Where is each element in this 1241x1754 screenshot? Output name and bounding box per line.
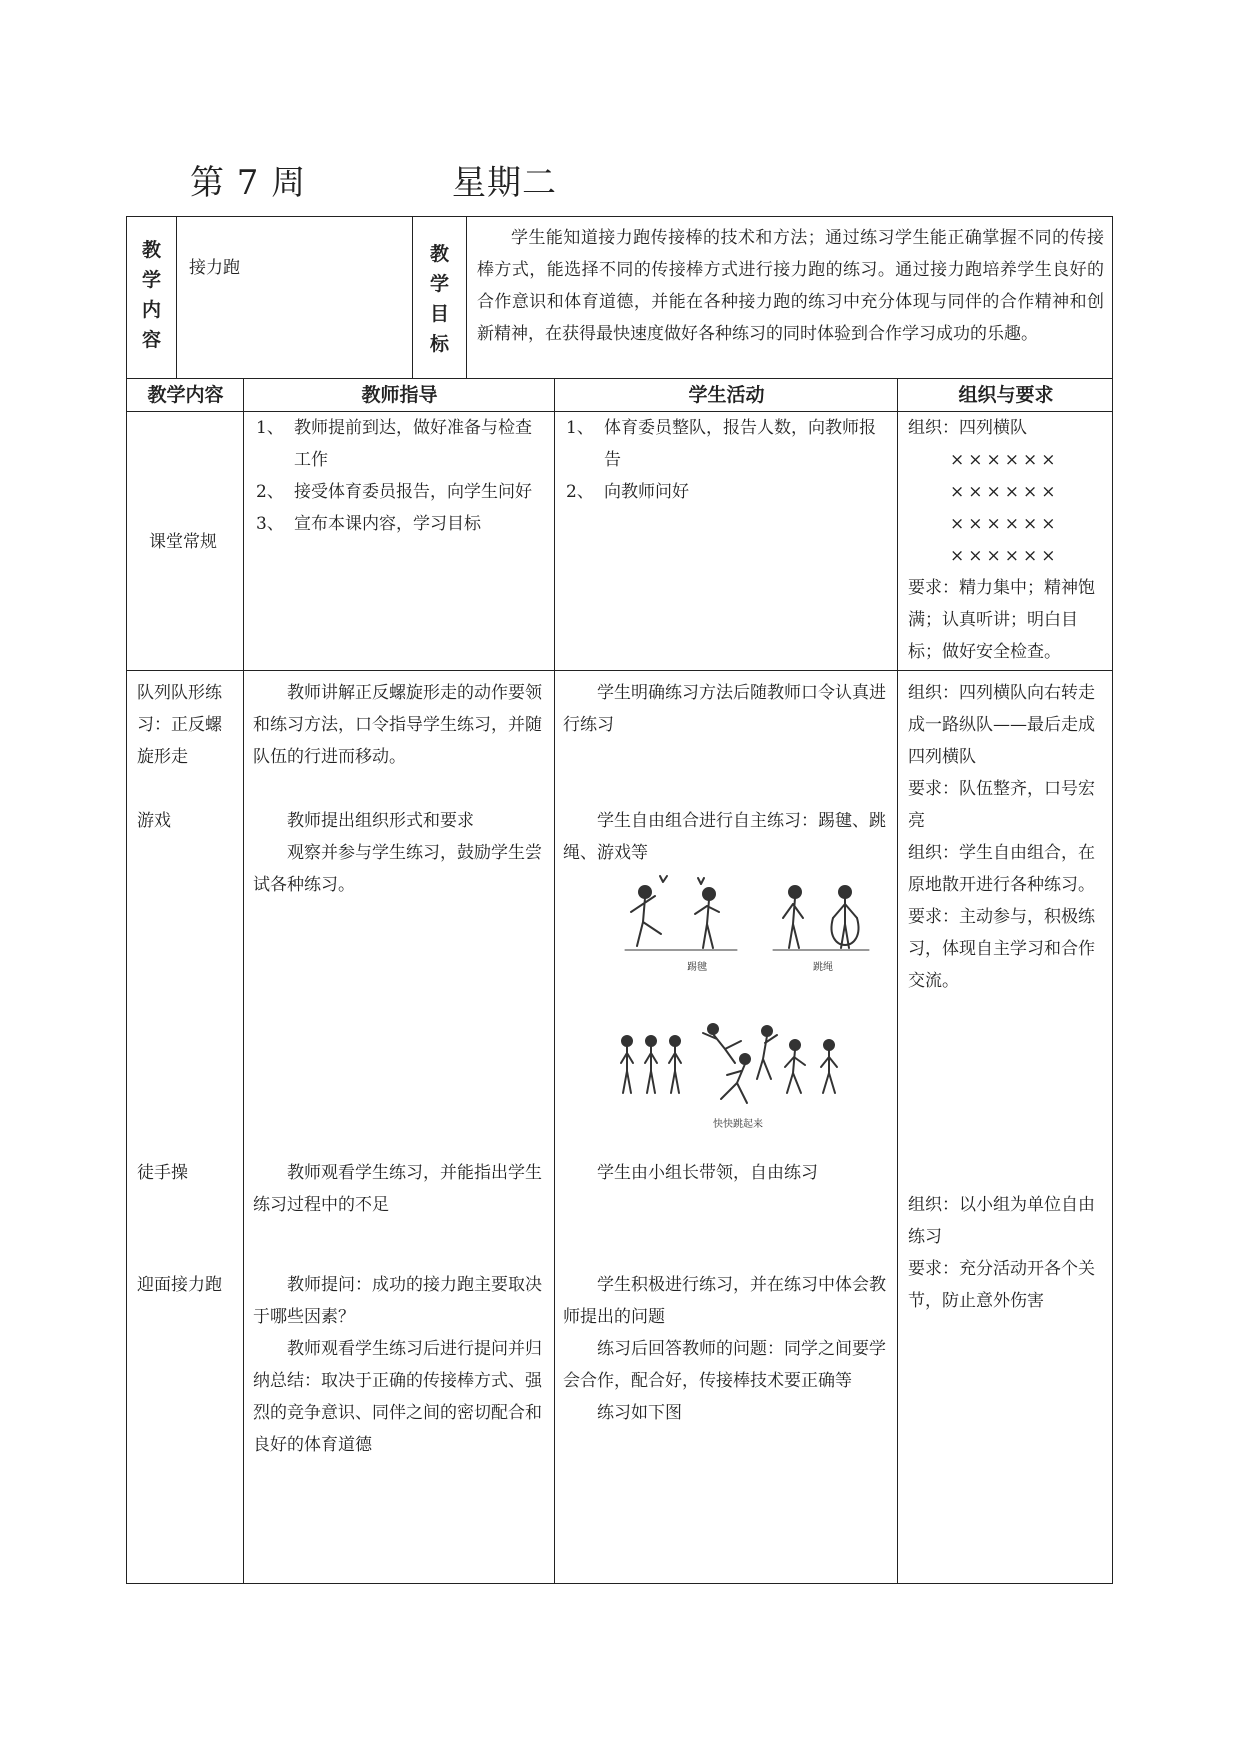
teacher-relay-text: 教师观看学生练习后进行提问并归纳总结：取决于正确的传接棒方式、强烈的竞争意识、同伴之间的密切配合和良好的体育道德 bbox=[253, 1339, 542, 1455]
fig1-caption-right: 跳绳 bbox=[813, 962, 833, 973]
goal-text-cell bbox=[467, 217, 1112, 378]
formation-row: ×××××× bbox=[950, 514, 1060, 534]
column-divider bbox=[554, 379, 555, 1583]
goal-label-cell bbox=[413, 217, 467, 378]
student-exercise bbox=[563, 1157, 889, 1189]
student-drill bbox=[563, 677, 889, 741]
jumping-game-illustration bbox=[617, 1019, 877, 1139]
section-game-label: 游戏 bbox=[137, 811, 171, 831]
org-text: 要求：队伍整齐，口号宏亮 bbox=[908, 779, 1095, 831]
org-text: 组织：四列横队向右转走成一路纵队——最后走成四列横队 bbox=[908, 683, 1095, 767]
routine-teacher-list bbox=[256, 412, 542, 540]
organization-exercise bbox=[908, 1189, 1104, 1317]
teacher-drill-text: 教师讲解正反螺旋形走的动作要领和练习方法，口令指导学生练习，并随队伍的行进而移动。 bbox=[253, 683, 542, 767]
student-exercise-text: 学生由小组长带领，自由练习 bbox=[597, 1163, 818, 1183]
weekday-label: 星期二 bbox=[452, 163, 557, 203]
student-relay-text: 练习后回答教师的问题：同学之间要学会合作，配合好，传接棒技术要正确等 bbox=[563, 1339, 886, 1391]
teacher-exercise bbox=[253, 1157, 545, 1221]
fig1-caption-left: 踢毽 bbox=[687, 962, 707, 973]
header-organization: 组织与要求 bbox=[958, 384, 1054, 406]
table-header-row bbox=[127, 379, 1112, 412]
fig2-caption: 快快跳起来 bbox=[713, 1119, 763, 1130]
formation-row: ×××××× bbox=[950, 546, 1060, 566]
student-game-text: 学生自由组合进行自主练习：踢毽、跳绳、游戏等 bbox=[563, 811, 886, 863]
section-routine-label: 课堂常规 bbox=[149, 532, 217, 552]
list-item: 2、 接受体育委员报告，向学生问好 bbox=[256, 482, 532, 502]
org-text: 组织：以小组为单位自由练习 bbox=[908, 1195, 1095, 1247]
week-label: 第 7 周 bbox=[190, 163, 307, 203]
header-teacher: 教师指导 bbox=[361, 384, 438, 406]
org-requirement: 要求：精力集中；精神饱满；认真听讲；明白目标；做好安全检查。 bbox=[908, 578, 1095, 662]
teacher-exercise-text: 教师观看学生练习，并能指出学生练习过程中的不足 bbox=[253, 1163, 542, 1215]
content-label: 教 学 内 容 bbox=[141, 239, 161, 351]
goal-label: 教 学 目 标 bbox=[429, 243, 449, 355]
teacher-game-text: 观察并参与学生练习，鼓励学生尝试各种练习。 bbox=[253, 843, 542, 895]
org-text: 要求：主动参与，积极练习，体现自主学习和合作交流。 bbox=[908, 907, 1095, 991]
teacher-relay-text: 教师提问：成功的接力跑主要取决于哪些因素？ bbox=[253, 1275, 542, 1327]
formation-row: ×××××× bbox=[950, 482, 1060, 502]
student-relay bbox=[563, 1269, 889, 1429]
column-divider bbox=[897, 379, 898, 1583]
lesson-goal: 学生能知道接力跑传接棒的技术和方法；通过练习学生能正确掌握不同的传接棒方式，能选择不同的传接棒方式进行接力跑的练习。通过接力跑培养学生良好的合作意识和体育道德，并能在各种接力跑的练习中充分体现与同伴的合作精神和创新精神，在获得最快速度做好各种练习的同时体验到合作学习成功的乐趣。 bbox=[477, 228, 1104, 344]
routine-organization bbox=[908, 412, 1104, 668]
header-student: 学生活动 bbox=[688, 384, 765, 406]
list-item: 1、 教师提前到达，做好准备与检查工作 bbox=[256, 418, 532, 470]
teacher-relay bbox=[253, 1269, 545, 1461]
lesson-info-table bbox=[126, 216, 1113, 379]
student-drill-text: 学生明确练习方法后随教师口令认真进行练习 bbox=[563, 683, 886, 735]
list-item: 3、 宣布本课内容，学习目标 bbox=[256, 514, 481, 534]
organization-drill bbox=[908, 677, 1104, 997]
lesson-plan-table bbox=[126, 379, 1113, 1584]
row-divider bbox=[127, 670, 1112, 671]
teacher-game bbox=[253, 805, 545, 901]
shuttlecock-rope-illustration bbox=[617, 874, 877, 984]
formation-row: ×××××× bbox=[950, 450, 1060, 470]
section-exercise-label: 徒手操 bbox=[137, 1163, 188, 1183]
content-value-cell bbox=[177, 217, 413, 378]
content-label-cell bbox=[127, 217, 177, 378]
list-item: 1、 体育委员整队，报告人数，向教师报告 bbox=[566, 418, 876, 470]
list-item: 2、 向教师问好 bbox=[566, 482, 689, 502]
routine-student-list bbox=[566, 412, 886, 508]
teacher-guidance bbox=[253, 677, 545, 773]
org-text: 要求：充分活动开各个关节，防止意外伤害 bbox=[908, 1259, 1095, 1311]
org-title: 组织：四列横队 bbox=[908, 418, 1027, 438]
section-drill-label: 队列队形练习：正反螺旋形走 bbox=[137, 683, 222, 767]
column-divider bbox=[243, 379, 244, 1583]
section-relay-label: 迎面接力跑 bbox=[137, 1275, 222, 1295]
lesson-topic: 接力跑 bbox=[189, 258, 240, 278]
student-relay-text: 学生积极进行练习，并在练习中体会教师提出的问题 bbox=[563, 1275, 886, 1327]
org-text: 组织：学生自由组合，在原地散开进行各种练习。 bbox=[908, 843, 1095, 895]
student-relay-text: 练习如下图 bbox=[597, 1403, 682, 1423]
page-heading bbox=[190, 158, 790, 208]
student-game bbox=[563, 805, 889, 869]
header-content: 教学内容 bbox=[147, 384, 224, 406]
teacher-game-text: 教师提出组织形式和要求 bbox=[287, 811, 474, 831]
